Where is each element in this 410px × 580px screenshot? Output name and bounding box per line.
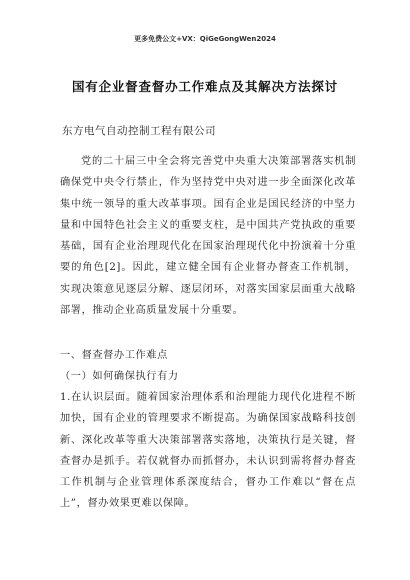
section-heading: 一、督查督办工作难点 bbox=[60, 350, 168, 361]
header-note: 更多免费公文+VX：QiGeGongWen2024 bbox=[134, 35, 276, 43]
intro-paragraph: 党的二十届三中全会将完善党中央重大决策部署落实机制确保党中央令行禁止，作为坚持党中央对进一步全面深化改革集中统一领导的重大改革事项。国有企业是国民经济的中坚力量和中国特色社会主义的重要支柱，是中国共产党执政的重要基础，国有企业治理现代化在国家治理现代化中扮演着十分重要的角色[2]。因此，建立健全国有企业督办督查工作机制，实现决策意见逐层分解、逐层闭环，对落实国家层面重大战略部署，推动企业高质量发展十分重要。 bbox=[60, 156, 356, 317]
document-title: 国有企业督查督办工作难点及其解决方法探讨 bbox=[71, 79, 338, 94]
body-paragraph: 1.在认识层面。随着国家治理体系和治理能力现代化进程不断加快，国有企业的管理要求不断提高。为确保国家战略科技创新、深化改革等重大决策部署落实落地，决策执行是关键，督查督办是抓手。若仅就督办而抓督办，未认识到需将督办督查工作机制与企业管理体系深度结合，督办工作难以“督在点上”，督办效果更难以保障。 bbox=[60, 392, 356, 510]
organization-name: 东方电气自动控制工程有限公司 bbox=[62, 125, 216, 137]
subsection-heading: （一）如何确保执行有力 bbox=[60, 371, 179, 382]
